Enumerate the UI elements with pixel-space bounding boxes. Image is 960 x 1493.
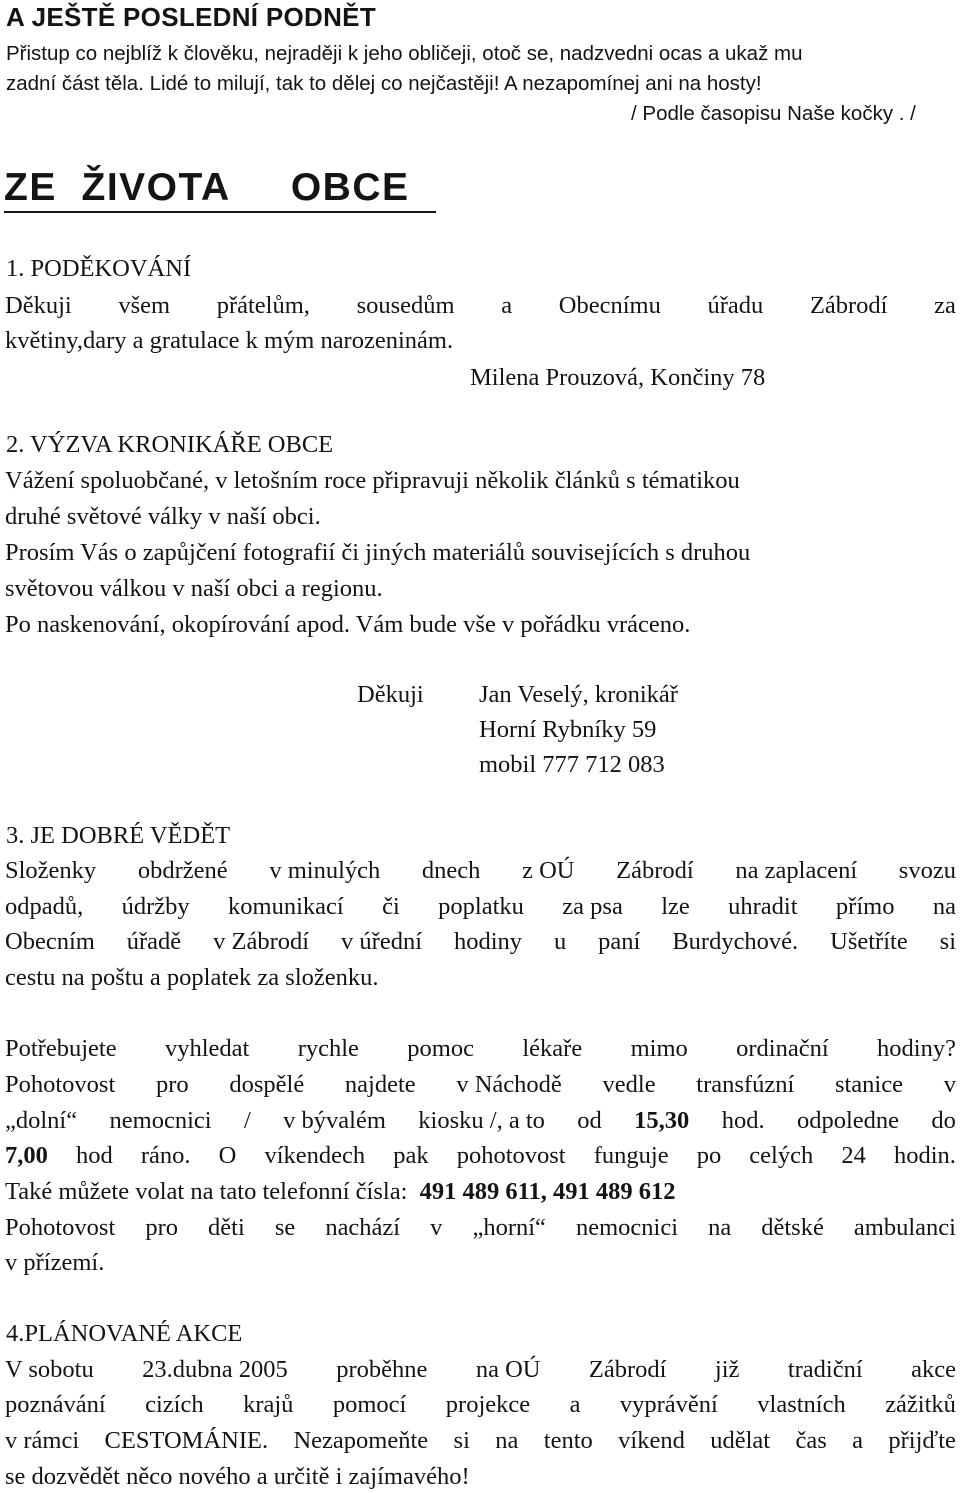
- word: transfúzní: [696, 1071, 795, 1098]
- word: Děkuji: [5, 292, 72, 319]
- word: tradiční: [787, 1356, 863, 1383]
- word: pomocí: [332, 1391, 407, 1418]
- word: všem: [118, 292, 171, 319]
- word: ordinační: [736, 1035, 829, 1062]
- word: v: [430, 1214, 443, 1241]
- word: obdržené: [137, 857, 228, 884]
- b3-word: kiosku /, a to: [418, 1107, 545, 1134]
- justified-line: [5, 1035, 956, 1063]
- word: CESTOMÁNIE.: [104, 1427, 269, 1454]
- b4-word: celých: [749, 1142, 814, 1169]
- signature-phone: mobil 777 712 083: [479, 751, 665, 778]
- word: údržby: [121, 893, 190, 920]
- word: či: [382, 893, 400, 920]
- time-bold: 15,30: [634, 1107, 690, 1134]
- word: najdete: [344, 1071, 416, 1098]
- word: tento: [543, 1427, 593, 1454]
- paragraph-line: Vážení spoluobčané, v letošním roce připravuji několik článků s tématikou: [5, 467, 740, 494]
- b3-word: odpoledne: [796, 1107, 900, 1134]
- word: na: [932, 893, 956, 920]
- word: vyprávění: [619, 1391, 718, 1418]
- word: zážitků: [885, 1391, 956, 1418]
- paragraph-line: v přízemí.: [5, 1249, 105, 1276]
- section-heading: ZE ŽIVOTA OBCE: [4, 166, 410, 209]
- word: hodiny?: [877, 1035, 956, 1062]
- word: komunikací: [228, 893, 344, 920]
- paragraph-line: světovou válkou v naší obci a regionu.: [5, 575, 383, 602]
- word: si: [453, 1427, 470, 1454]
- word: si: [939, 928, 956, 955]
- word: vedle: [602, 1071, 656, 1098]
- justified-line: [5, 292, 956, 320]
- section-title-planned-events: 4.PLÁNOVANÉ AKCE: [6, 1320, 243, 1347]
- justified-line: [5, 1071, 956, 1099]
- word: pomoc: [407, 1035, 474, 1062]
- word: čas: [795, 1427, 827, 1454]
- justified-line: [5, 928, 956, 956]
- word: mimo: [630, 1035, 688, 1062]
- phone-line: [5, 1178, 676, 1206]
- signature-address: Horní Rybníky 59: [479, 716, 657, 743]
- word: akce: [911, 1356, 956, 1383]
- word: hodiny: [453, 928, 523, 955]
- justified-line-hours: [5, 1107, 956, 1135]
- paragraph-line: Prosím Vás o zapůjčení fotografií či jiných materiálů souvisejících s druhou: [5, 539, 751, 566]
- b4-word: funguje: [593, 1142, 669, 1169]
- b3-word: hod.: [721, 1107, 765, 1134]
- word: vyhledat: [164, 1035, 250, 1062]
- justified-line: [5, 1214, 956, 1242]
- word: udělat: [710, 1427, 771, 1454]
- b4-word: 24: [841, 1142, 866, 1169]
- word: stanice: [834, 1071, 903, 1098]
- justified-line: [5, 893, 956, 921]
- section-title-thanks: 1. PODĚKOVÁNÍ: [6, 255, 192, 282]
- phone-line-label: Také můžete volat na tato telefonní čísla:: [5, 1178, 408, 1205]
- paragraph-line: cestu na poštu a poplatek za složenku.: [5, 964, 379, 991]
- notice-line: Přistup co nejblíž k člověku, nejraději k jeho obličeji, otoč se, nadzvedni ocas a ukaž mu: [6, 42, 803, 65]
- justified-line: [5, 857, 956, 885]
- word: přijďte: [888, 1427, 956, 1454]
- heading-underline: [4, 211, 436, 213]
- word: Zábrodí: [588, 1356, 667, 1383]
- thanks-label: Děkuji: [357, 681, 424, 708]
- paragraph-line: květiny,dary a gratulace k mým narozeninám.: [5, 327, 454, 354]
- word: Pohotovost: [5, 1214, 116, 1241]
- word: vlastních: [757, 1391, 846, 1418]
- b4-word: O: [218, 1142, 237, 1169]
- word: projekce: [445, 1391, 531, 1418]
- section-title-chronicler: 2. VÝZVA KRONIKÁŘE OBCE: [6, 431, 334, 458]
- word: Zábrodí: [616, 857, 694, 884]
- time-bold: 7,00: [5, 1142, 48, 1169]
- word: v Zábrodí: [213, 928, 310, 955]
- word: uhradit: [728, 893, 798, 920]
- word: Obecnímu: [558, 292, 661, 319]
- word: z OÚ: [522, 857, 575, 884]
- word: víkend: [618, 1427, 685, 1454]
- word: poznávání: [5, 1391, 106, 1418]
- paragraph-line: druhé světové války v naší obci.: [5, 503, 321, 530]
- word: pro: [155, 1071, 189, 1098]
- b3-word: „dolní“: [5, 1107, 78, 1134]
- word: úřadu: [707, 292, 764, 319]
- word: a: [852, 1427, 863, 1454]
- phone-numbers: 491 489 611, 491 489 612: [419, 1178, 676, 1205]
- word: nachází: [325, 1214, 401, 1241]
- word: v: [943, 1071, 956, 1098]
- word: se: [274, 1214, 296, 1241]
- section-title-good-to-know: 3. JE DOBRÉ VĚDĚT: [6, 822, 231, 849]
- word: Potřebujete: [5, 1035, 117, 1062]
- paragraph-line: se dozvědět něco nového a určitě i zajímavého!: [5, 1463, 470, 1490]
- word: sousedům: [356, 292, 455, 319]
- word: přátelům,: [216, 292, 310, 319]
- word: v úřední: [341, 928, 422, 955]
- word: 23.dubna 2005: [142, 1356, 288, 1383]
- word: „horní“: [472, 1214, 546, 1241]
- word: lékaře: [522, 1035, 583, 1062]
- word: nemocnici: [575, 1214, 679, 1241]
- word: již: [714, 1356, 740, 1383]
- b4-word: po: [696, 1142, 722, 1169]
- word: pro: [145, 1214, 178, 1241]
- word: krajů: [243, 1391, 294, 1418]
- word: V sobotu: [5, 1356, 94, 1383]
- b4-word: ráno.: [140, 1142, 191, 1169]
- word: a: [501, 292, 513, 319]
- b4-word: víkendech: [264, 1142, 366, 1169]
- word: na OÚ: [475, 1356, 541, 1383]
- justified-line: [5, 1356, 956, 1384]
- word: proběhne: [336, 1356, 428, 1383]
- justified-line: [5, 1427, 956, 1455]
- word: Obecním: [5, 928, 95, 955]
- word: v Náchodě: [456, 1071, 562, 1098]
- word: na: [708, 1214, 732, 1241]
- word: za: [934, 292, 956, 319]
- word: dětské: [761, 1214, 824, 1241]
- word: dospělé: [229, 1071, 305, 1098]
- word: cizích: [145, 1391, 204, 1418]
- word: svozu: [898, 857, 956, 884]
- b3-word: od: [577, 1107, 602, 1134]
- justified-line-weekend: [5, 1142, 956, 1170]
- word: paní: [598, 928, 641, 955]
- word: Ušetříte: [830, 928, 908, 955]
- justified-line: [5, 1391, 956, 1419]
- word: za psa: [562, 893, 623, 920]
- word: Burdychové.: [672, 928, 799, 955]
- notice-source: / Podle časopisu Naše kočky . /: [631, 102, 916, 125]
- paragraph-line: Po naskenování, okopírování apod. Vám bude vše v pořádku vráceno.: [5, 611, 691, 638]
- notice-title: A JEŠTĚ POSLEDNÍ PODNĚT: [6, 2, 376, 32]
- word: děti: [208, 1214, 245, 1241]
- b3-word: do: [931, 1107, 956, 1134]
- b4-word: pohotovost: [456, 1142, 566, 1169]
- word: úřadě: [126, 928, 182, 955]
- word: lze: [661, 893, 690, 920]
- word: u: [553, 928, 567, 955]
- word: rychle: [297, 1035, 359, 1062]
- word: Nezapomeňte: [293, 1427, 429, 1454]
- word: na zaplacení: [735, 857, 858, 884]
- b3-word: /: [243, 1107, 251, 1134]
- b4-word: hod: [75, 1142, 113, 1169]
- word: odpadů,: [5, 893, 84, 920]
- b4-word: pak: [393, 1142, 429, 1169]
- word: Pohotovost: [5, 1071, 116, 1098]
- notice-line: zadní část těla. Lidé to milují, tak to dělej co nejčastěji! A nezapomínej ani na hosty!: [6, 72, 762, 95]
- signature: Milena Prouzová, Končiny 78: [470, 364, 766, 391]
- b3-word: nemocnici: [109, 1107, 212, 1134]
- b3-word: v bývalém: [283, 1107, 386, 1134]
- word: přímo: [835, 893, 895, 920]
- word: dnech: [421, 857, 481, 884]
- word: v minulých: [269, 857, 381, 884]
- b4-word: hodin.: [893, 1142, 956, 1169]
- signature-name: Jan Veselý, kronikář: [479, 681, 678, 708]
- word: poplatku: [438, 893, 524, 920]
- word: v rámci: [5, 1427, 80, 1454]
- word: ambulanci: [853, 1214, 956, 1241]
- word: a: [569, 1391, 581, 1418]
- word: Složenky: [5, 857, 97, 884]
- word: Zábrodí: [809, 292, 888, 319]
- word: na: [495, 1427, 519, 1454]
